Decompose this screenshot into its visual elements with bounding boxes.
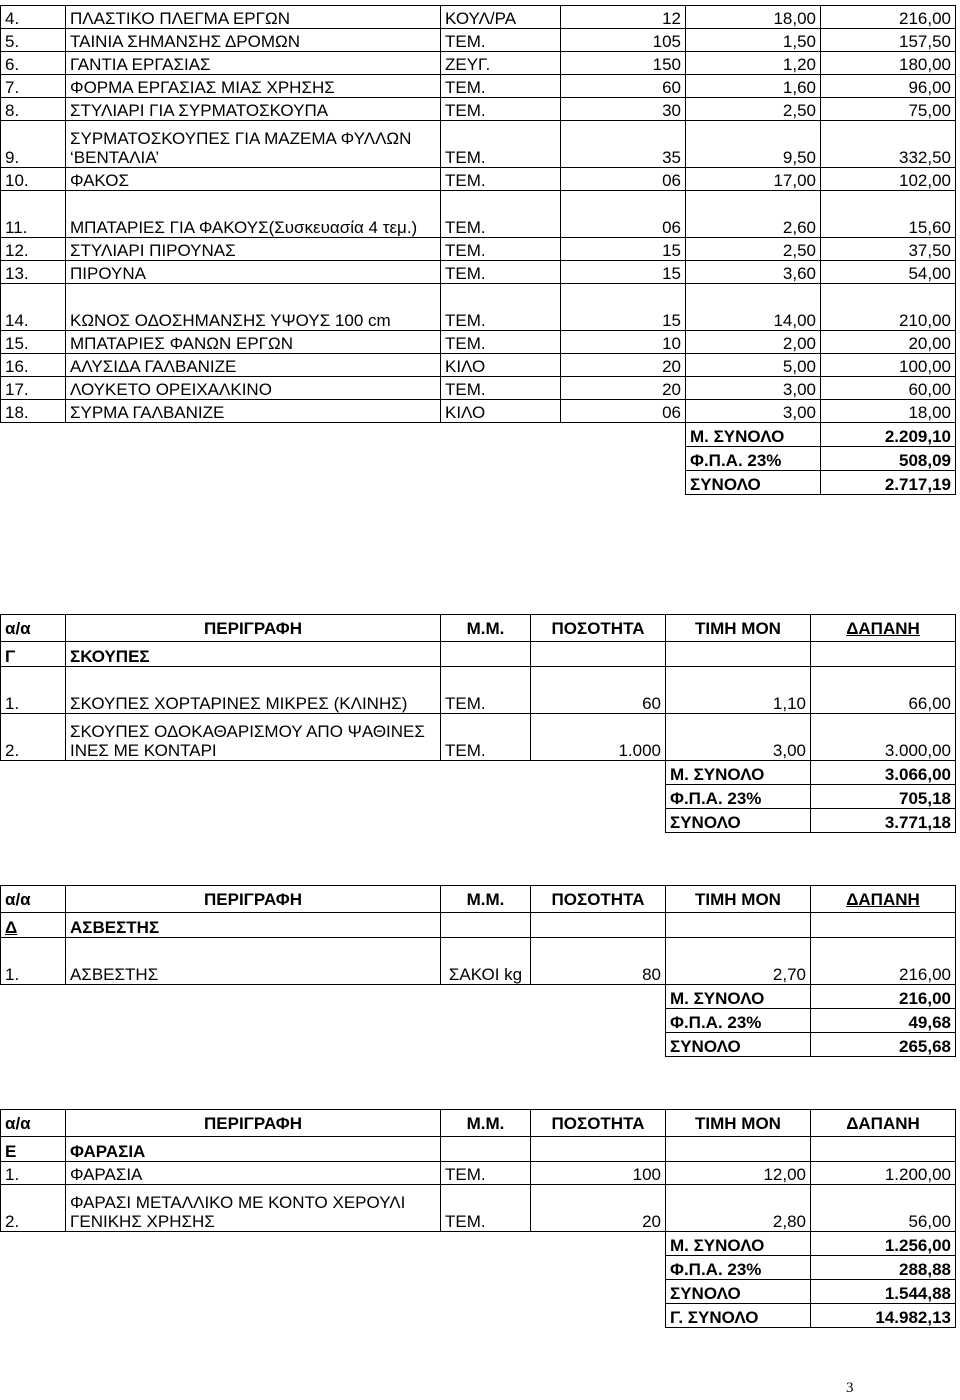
row-description: ΦΑΚΟΣ bbox=[66, 168, 441, 191]
table4-body bbox=[1, 1110, 956, 1328]
header-unit: Μ.Μ. bbox=[441, 1110, 531, 1137]
subtotal-label: Μ. ΣΥΝΟΛΟ bbox=[666, 761, 811, 785]
row-number: 5. bbox=[1, 29, 66, 52]
row-description: ΦΑΡΑΣΙ ΜΕΤΑΛΛΙΚΟ ΜΕ ΚΟΝΤΟ ΧΕΡΟΥΛΙ ΓΕΝΙΚΗΣ ΧΡΗΣΗΣ bbox=[66, 1185, 441, 1232]
total-value: 265,68 bbox=[811, 1033, 956, 1057]
row-unit: ΤΕΜ. bbox=[441, 261, 561, 284]
row-cost: 56,00 bbox=[811, 1185, 956, 1232]
row-number: 1. bbox=[1, 667, 66, 714]
row-unit: ΤΕΜ. bbox=[441, 75, 561, 98]
row-number: 9. bbox=[1, 121, 66, 168]
grand-total-label: Γ. ΣΥΝΟΛΟ bbox=[666, 1304, 811, 1328]
row-number: 7. bbox=[1, 75, 66, 98]
row-cost: 66,00 bbox=[811, 667, 956, 714]
total-value: 1.544,88 bbox=[811, 1280, 956, 1304]
vat-label: Φ.Π.Α. 23% bbox=[666, 785, 811, 809]
row-description: ΦΟΡΜΑ ΕΡΓΑΣΙΑΣ ΜΙΑΣ ΧΡΗΣΗΣ bbox=[66, 75, 441, 98]
row-quantity: 35 bbox=[561, 121, 686, 168]
table-header-row bbox=[1, 615, 956, 642]
row-unit-price: 3,00 bbox=[686, 400, 821, 423]
subtotal-label: Μ. ΣΥΝΟΛΟ bbox=[686, 423, 821, 447]
row-description: ΣΚΟΥΠΕΣ ΧΟΡΤΑΡΙΝΕΣ ΜΙΚΡΕΣ (ΚΛΙΝΗΣ) bbox=[66, 667, 441, 714]
row-number: 4. bbox=[1, 6, 66, 29]
header-description: ΠΕΡΙΓΡΑΦΗ bbox=[66, 886, 441, 913]
row-number: 2. bbox=[1, 714, 66, 761]
row-unit-price: 1,20 bbox=[686, 52, 821, 75]
row-description: ΣΚΟΥΠΕΣ ΟΔΟΚΑΘΑΡΙΣΜΟΥ ΑΠΟ ΨΑΘΙΝΕΣ ΙΝΕΣ ΜΕ ΚΟΝΤΑΡΙ bbox=[66, 714, 441, 761]
row-unit-price: 3,00 bbox=[666, 714, 811, 761]
vat-row bbox=[1, 1009, 956, 1033]
row-description: ΜΠΑΤΑΡΙΕΣ ΓΙΑ ΦΑΚΟΥΣ(Συσκευασία 4 τεμ.) bbox=[66, 191, 441, 238]
row-number: 16. bbox=[1, 354, 66, 377]
row-unit: ΚΟΥΛ/ΡΑ bbox=[441, 6, 561, 29]
row-unit-price: 1,10 bbox=[666, 667, 811, 714]
row-unit: ΤΕΜ. bbox=[441, 121, 561, 168]
row-number: 10. bbox=[1, 168, 66, 191]
row-unit: ΣΑΚΟΙ kg bbox=[441, 938, 531, 985]
table-row bbox=[1, 238, 956, 261]
row-unit: ΤΕΜ. bbox=[441, 331, 561, 354]
row-quantity: 15 bbox=[561, 284, 686, 331]
row-unit: ΤΕΜ. bbox=[441, 238, 561, 261]
subtotal-value: 3.066,00 bbox=[811, 761, 956, 785]
row-quantity: 12 bbox=[561, 6, 686, 29]
header-cost: ΔΑΠΑΝΗ bbox=[811, 615, 956, 642]
table-row bbox=[1, 400, 956, 423]
category-row bbox=[1, 642, 956, 667]
total-value: 2.717,19 bbox=[821, 471, 956, 495]
row-unit: ΤΕΜ. bbox=[441, 168, 561, 191]
row-description: ΠΙΡΟΥΝΑ bbox=[66, 261, 441, 284]
table-row bbox=[1, 75, 956, 98]
total-row bbox=[1, 809, 956, 833]
header-unit-price: ΤΙΜΗ ΜΟΝ bbox=[666, 615, 811, 642]
table-row bbox=[1, 938, 956, 985]
row-cost: 3.000,00 bbox=[811, 714, 956, 761]
vat-label: Φ.Π.Α. 23% bbox=[666, 1256, 811, 1280]
row-cost: 180,00 bbox=[821, 52, 956, 75]
total-row bbox=[1, 471, 956, 495]
header-no: α/α bbox=[1, 1110, 66, 1137]
vat-row bbox=[1, 447, 956, 471]
row-number: 1. bbox=[1, 1162, 66, 1185]
row-quantity: 1.000 bbox=[531, 714, 666, 761]
row-cost: 15,60 bbox=[821, 191, 956, 238]
dustpan-table bbox=[0, 1109, 956, 1328]
row-cost: 1.200,00 bbox=[811, 1162, 956, 1185]
category-name: ΣΚΟΥΠΕΣ bbox=[66, 642, 441, 667]
vat-value: 705,18 bbox=[811, 785, 956, 809]
table-row bbox=[1, 714, 956, 761]
row-description: ΣΤΥΛΙΑΡΙ ΠΙΡΟΥΝΑΣ bbox=[66, 238, 441, 261]
row-description: ΣΤΥΛΙΑΡΙ ΓΙΑ ΣΥΡΜΑΤΟΣΚΟΥΠΑ bbox=[66, 98, 441, 121]
row-unit-price: 2,60 bbox=[686, 191, 821, 238]
row-unit-price: 17,00 bbox=[686, 168, 821, 191]
row-cost: 216,00 bbox=[821, 6, 956, 29]
vat-label: Φ.Π.Α. 23% bbox=[686, 447, 821, 471]
row-description: ΤΑΙΝΙΑ ΣΗΜΑΝΣΗΣ ΔΡΟΜΩΝ bbox=[66, 29, 441, 52]
row-cost: 37,50 bbox=[821, 238, 956, 261]
row-unit: ΚΙΛΟ bbox=[441, 400, 561, 423]
row-number: 8. bbox=[1, 98, 66, 121]
table-row bbox=[1, 261, 956, 284]
row-quantity: 60 bbox=[561, 75, 686, 98]
row-quantity: 20 bbox=[561, 377, 686, 400]
table-row bbox=[1, 377, 956, 400]
header-cost: ΔΑΠΑΝΗ bbox=[811, 886, 956, 913]
total-value: 3.771,18 bbox=[811, 809, 956, 833]
category-row bbox=[1, 1137, 956, 1162]
row-description: ΛΟΥΚΕΤΟ ΟΡΕΙΧΑΛΚΙΝΟ bbox=[66, 377, 441, 400]
row-number: 2. bbox=[1, 1185, 66, 1232]
table-row bbox=[1, 98, 956, 121]
row-description: ΚΩΝΟΣ ΟΔΟΣΗΜΑΝΣΗΣ ΥΨΟΥΣ 100 cm bbox=[66, 284, 441, 331]
page-number: 3 bbox=[846, 1380, 854, 1396]
total-row bbox=[1, 1033, 956, 1057]
row-unit-price: 5,00 bbox=[686, 354, 821, 377]
row-unit: ΤΕΜ. bbox=[441, 377, 561, 400]
header-no: α/α bbox=[1, 615, 66, 642]
table-row bbox=[1, 6, 956, 29]
subtotal-value: 1.256,00 bbox=[811, 1232, 956, 1256]
total-label: ΣΥΝΟΛΟ bbox=[686, 471, 821, 495]
row-description: ΜΠΑΤΑΡΙΕΣ ΦΑΝΩΝ ΕΡΓΩΝ bbox=[66, 331, 441, 354]
row-description: ΦΑΡΑΣΙΑ bbox=[66, 1162, 441, 1185]
row-unit-price: 1,50 bbox=[686, 29, 821, 52]
row-unit: ΤΕΜ. bbox=[441, 1162, 531, 1185]
row-quantity: 60 bbox=[531, 667, 666, 714]
row-cost: 60,00 bbox=[821, 377, 956, 400]
grand-total-value: 14.982,13 bbox=[811, 1304, 956, 1328]
header-quantity: ΠΟΣΟΤΗΤΑ bbox=[531, 615, 666, 642]
subtotal-label: Μ. ΣΥΝΟΛΟ bbox=[666, 985, 811, 1009]
header-unit: Μ.Μ. bbox=[441, 886, 531, 913]
row-number: 6. bbox=[1, 52, 66, 75]
vat-value: 288,88 bbox=[811, 1256, 956, 1280]
row-unit-price: 18,00 bbox=[686, 6, 821, 29]
row-cost: 20,00 bbox=[821, 331, 956, 354]
row-unit-price: 2,00 bbox=[686, 331, 821, 354]
row-unit: ΤΕΜ. bbox=[441, 284, 561, 331]
total-label: ΣΥΝΟΛΟ bbox=[666, 1033, 811, 1057]
subtotal-row bbox=[1, 1232, 956, 1256]
row-cost: 216,00 bbox=[811, 938, 956, 985]
row-unit: ΚΙΛΟ bbox=[441, 354, 561, 377]
row-unit-price: 12,00 bbox=[666, 1162, 811, 1185]
row-cost: 102,00 bbox=[821, 168, 956, 191]
row-unit-price: 2,70 bbox=[666, 938, 811, 985]
vat-row bbox=[1, 1256, 956, 1280]
category-name: ΦΑΡΑΣΙΑ bbox=[66, 1137, 441, 1162]
row-unit: ΤΕΜ. bbox=[441, 98, 561, 121]
row-number: 14. bbox=[1, 284, 66, 331]
row-cost: 18,00 bbox=[821, 400, 956, 423]
row-quantity: 20 bbox=[531, 1185, 666, 1232]
category-row bbox=[1, 913, 956, 938]
grand-total-row bbox=[1, 1304, 956, 1328]
row-cost: 75,00 bbox=[821, 98, 956, 121]
category-code: Δ bbox=[1, 913, 66, 938]
vat-value: 508,09 bbox=[821, 447, 956, 471]
subtotal-row bbox=[1, 761, 956, 785]
row-quantity: 150 bbox=[561, 52, 686, 75]
row-unit: ΤΕΜ. bbox=[441, 191, 561, 238]
row-unit-price: 2,50 bbox=[686, 238, 821, 261]
row-unit-price: 3,00 bbox=[686, 377, 821, 400]
table-row bbox=[1, 331, 956, 354]
row-quantity: 15 bbox=[561, 238, 686, 261]
row-number: 18. bbox=[1, 400, 66, 423]
row-description: ΣΥΡΜΑ ΓΑΛΒΑΝΙΖΕ bbox=[66, 400, 441, 423]
row-unit: ΤΕΜ. bbox=[441, 667, 531, 714]
row-number: 13. bbox=[1, 261, 66, 284]
table-row bbox=[1, 121, 956, 168]
table-row bbox=[1, 284, 956, 331]
subtotal-row bbox=[1, 423, 956, 447]
table-header-row bbox=[1, 1110, 956, 1137]
row-quantity: 30 bbox=[561, 98, 686, 121]
row-cost: 210,00 bbox=[821, 284, 956, 331]
header-description: ΠΕΡΙΓΡΑΦΗ bbox=[66, 615, 441, 642]
category-name: ΑΣΒΕΣΤΗΣ bbox=[66, 913, 441, 938]
table1-body bbox=[1, 6, 956, 495]
row-quantity: 80 bbox=[531, 938, 666, 985]
row-unit-price: 1,60 bbox=[686, 75, 821, 98]
category-code: Ε bbox=[1, 1137, 66, 1162]
row-quantity: 105 bbox=[561, 29, 686, 52]
header-description: ΠΕΡΙΓΡΑΦΗ bbox=[66, 1110, 441, 1137]
total-row bbox=[1, 1280, 956, 1304]
table-row bbox=[1, 1185, 956, 1232]
items-table-continued bbox=[0, 5, 956, 495]
row-cost: 100,00 bbox=[821, 354, 956, 377]
row-quantity: 20 bbox=[561, 354, 686, 377]
row-cost: 157,50 bbox=[821, 29, 956, 52]
row-description: ΠΛΑΣΤΙΚΟ ΠΛΕΓΜΑ ΕΡΓΩΝ bbox=[66, 6, 441, 29]
row-cost: 54,00 bbox=[821, 261, 956, 284]
table-row bbox=[1, 168, 956, 191]
row-quantity: 10 bbox=[561, 331, 686, 354]
header-unit: Μ.Μ. bbox=[441, 615, 531, 642]
vat-value: 49,68 bbox=[811, 1009, 956, 1033]
header-cost: ΔΑΠΑΝΗ bbox=[811, 1110, 956, 1137]
table-header-row bbox=[1, 886, 956, 913]
row-quantity: 06 bbox=[561, 168, 686, 191]
row-number: 12. bbox=[1, 238, 66, 261]
table2-body bbox=[1, 615, 956, 833]
row-cost: 332,50 bbox=[821, 121, 956, 168]
row-unit: ΤΕΜ. bbox=[441, 1185, 531, 1232]
table-row bbox=[1, 354, 956, 377]
subtotal-row bbox=[1, 985, 956, 1009]
table-row bbox=[1, 52, 956, 75]
subtotal-label: Μ. ΣΥΝΟΛΟ bbox=[666, 1232, 811, 1256]
row-unit: ΤΕΜ. bbox=[441, 29, 561, 52]
brooms-table bbox=[0, 614, 956, 833]
table3-body bbox=[1, 886, 956, 1057]
row-description: ΣΥΡΜΑΤΟΣΚΟΥΠΕΣ ΓΙΑ ΜΑΖΕΜΑ ΦΥΛΛΩΝ ‘ΒΕΝΤΑΛΙΑ’ bbox=[66, 121, 441, 168]
lime-table bbox=[0, 885, 956, 1057]
category-code: Γ bbox=[1, 642, 66, 667]
row-unit: ΤΕΜ. bbox=[441, 714, 531, 761]
header-quantity: ΠΟΣΟΤΗΤΑ bbox=[531, 886, 666, 913]
row-description: ΑΣΒΕΣΤΗΣ bbox=[66, 938, 441, 985]
header-quantity: ΠΟΣΟΤΗΤΑ bbox=[531, 1110, 666, 1137]
table-row bbox=[1, 191, 956, 238]
row-unit-price: 14,00 bbox=[686, 284, 821, 331]
row-quantity: 15 bbox=[561, 261, 686, 284]
total-label: ΣΥΝΟΛΟ bbox=[666, 1280, 811, 1304]
row-number: 11. bbox=[1, 191, 66, 238]
row-unit-price: 3,60 bbox=[686, 261, 821, 284]
row-cost: 96,00 bbox=[821, 75, 956, 98]
row-unit-price: 2,50 bbox=[686, 98, 821, 121]
row-number: 17. bbox=[1, 377, 66, 400]
table-row bbox=[1, 29, 956, 52]
row-quantity: 06 bbox=[561, 400, 686, 423]
row-quantity: 100 bbox=[531, 1162, 666, 1185]
row-quantity: 06 bbox=[561, 191, 686, 238]
row-unit: ΖΕΥΓ. bbox=[441, 52, 561, 75]
row-description: ΓΑΝΤΙΑ ΕΡΓΑΣΙΑΣ bbox=[66, 52, 441, 75]
row-unit-price: 9,50 bbox=[686, 121, 821, 168]
row-unit-price: 2,80 bbox=[666, 1185, 811, 1232]
header-unit-price: ΤΙΜΗ ΜΟΝ bbox=[666, 1110, 811, 1137]
subtotal-value: 2.209,10 bbox=[821, 423, 956, 447]
table-row bbox=[1, 667, 956, 714]
row-number: 15. bbox=[1, 331, 66, 354]
header-unit-price: ΤΙΜΗ ΜΟΝ bbox=[666, 886, 811, 913]
row-description: ΑΛΥΣΙΔΑ ΓΑΛΒΑΝΙΖΕ bbox=[66, 354, 441, 377]
header-no: α/α bbox=[1, 886, 66, 913]
vat-row bbox=[1, 785, 956, 809]
total-label: ΣΥΝΟΛΟ bbox=[666, 809, 811, 833]
table-row bbox=[1, 1162, 956, 1185]
subtotal-value: 216,00 bbox=[811, 985, 956, 1009]
vat-label: Φ.Π.Α. 23% bbox=[666, 1009, 811, 1033]
row-number: 1. bbox=[1, 938, 66, 985]
